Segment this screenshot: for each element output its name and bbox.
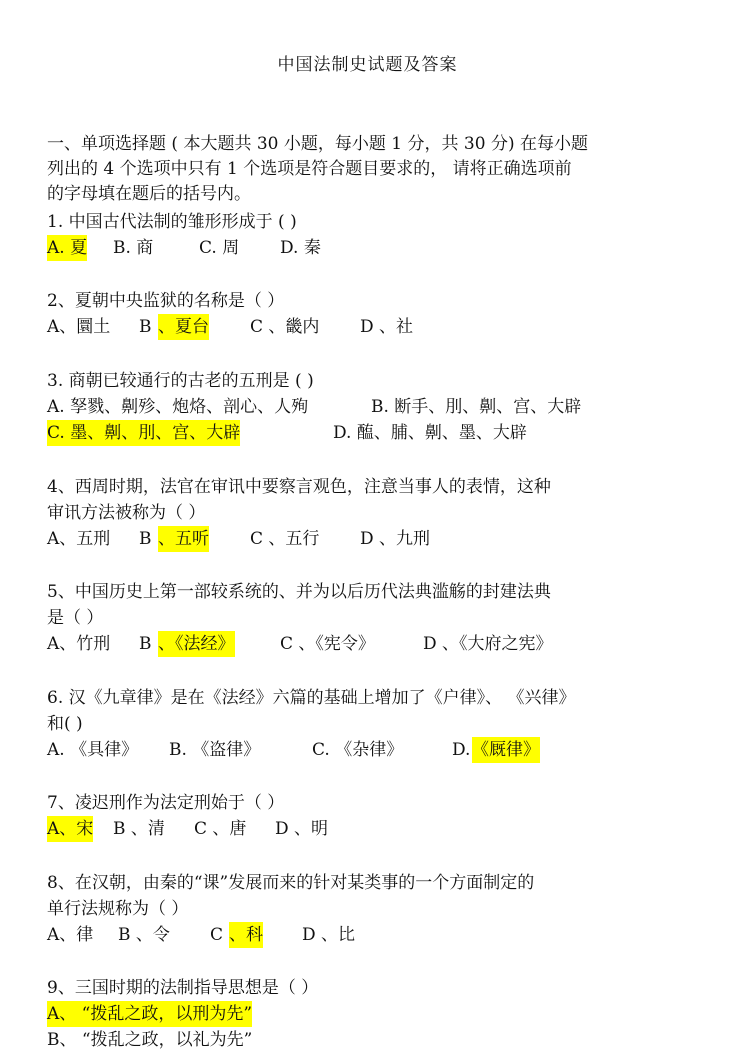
option-c: C 、畿内 xyxy=(250,317,320,337)
section-instructions xyxy=(47,132,662,207)
instruction-line: 列出的 4 个选项中只有 1 个选项是符合题目要求的， 请将正确选项前 xyxy=(47,159,572,179)
option-line xyxy=(47,1001,687,1027)
option-line xyxy=(47,737,687,763)
question-stem: 7、凌迟刑作为法定刑始于（ ） xyxy=(47,793,285,813)
question-stem: 9、三国时期的法制指导思想是（ ） xyxy=(47,978,319,998)
question-stem: 1. 中国古代法制的雏形形成于 ( ) xyxy=(47,212,297,232)
option-b: B. 商 xyxy=(113,238,154,258)
option-b: B 、清 xyxy=(113,819,165,839)
option-d: D 、社 xyxy=(360,317,414,337)
question-stem: 2、夏朝中央监狱的名称是（ ） xyxy=(47,291,285,311)
option-d: D. 醢、脯、劓、墨、大辟 xyxy=(333,423,527,443)
option-d-answer: 《厩律》 xyxy=(472,737,540,763)
question-9 xyxy=(47,975,687,1053)
question-4 xyxy=(47,474,687,552)
question-1 xyxy=(47,209,687,261)
option-c: C 、五行 xyxy=(250,529,320,549)
option-b-answer: 、《法经》 xyxy=(158,631,235,657)
question-stem: 8、在汉朝，由秦的“课”发展而来的针对某类事的一个方面制定的 xyxy=(47,873,535,893)
option-b: B、 “拨乱之政，以礼为先” xyxy=(47,1030,253,1050)
option-c: C 、唐 xyxy=(194,819,247,839)
question-5 xyxy=(47,579,687,657)
option-line xyxy=(47,631,687,657)
question-stem: 4、西周时期，法官在审讯中要察言观色，注意当事人的表情，这种 xyxy=(47,477,551,497)
question-stem: 单行法规称为（ ） xyxy=(47,899,189,919)
question-stem: 和( ) xyxy=(47,714,83,734)
option-line xyxy=(47,394,687,420)
option-a: A. 孥戮、劓殄、炮烙、剖心、人殉 xyxy=(47,397,309,417)
option-c-letter: C xyxy=(210,925,224,945)
option-a-answer: A、宋 xyxy=(47,816,93,842)
option-b-answer: 、五听 xyxy=(158,526,209,552)
option-c: C 、《宪令》 xyxy=(280,634,375,654)
option-b-answer: 、夏台 xyxy=(158,314,209,340)
option-line xyxy=(47,314,687,340)
option-line xyxy=(47,1027,687,1053)
question-stem: 是（ ） xyxy=(47,608,104,628)
question-stem: 3. 商朝已较通行的古老的五刑是 ( ) xyxy=(47,371,314,391)
option-line xyxy=(47,235,687,261)
question-stem: 5、中国历史上第一部较系统的、并为以后历代法典滥觞的封建法典 xyxy=(47,582,551,602)
option-d: D 、比 xyxy=(302,925,356,945)
option-c-answer: 、科 xyxy=(229,922,263,948)
option-c: C. 《杂律》 xyxy=(312,740,404,760)
document-title: 中国法制史试题及答案 xyxy=(277,55,458,75)
option-b-letter: B xyxy=(139,317,152,337)
question-stem: 审讯方法被称为（ ） xyxy=(47,503,206,523)
option-c-answer: C. 墨、劓、刖、宫、大辟 xyxy=(47,420,240,446)
option-b-letter: B xyxy=(139,634,152,654)
instruction-line: 一、单项选择题 ( 本大题共 30 小题，每小题 1 分，共 30 分) 在每小题 xyxy=(47,134,588,154)
option-line xyxy=(47,526,687,552)
option-a-answer: A、 “拨乱之政，以刑为先” xyxy=(47,1001,252,1027)
question-8 xyxy=(47,870,687,948)
option-b: B 、令 xyxy=(118,925,170,945)
option-d: D 、九刑 xyxy=(360,529,431,549)
question-7 xyxy=(47,790,687,842)
option-line xyxy=(47,922,687,948)
option-a: A、律 xyxy=(47,925,94,945)
option-a-answer: A. 夏 xyxy=(47,235,87,261)
option-line xyxy=(47,816,687,842)
option-a: A、圜土 xyxy=(47,317,111,337)
option-b: B. 断手、刖、劓、宫、大辟 xyxy=(371,397,582,417)
question-2 xyxy=(47,288,687,340)
option-c: C. 周 xyxy=(199,238,240,258)
option-d-letter: D. xyxy=(452,740,471,760)
option-b-letter: B xyxy=(139,529,152,549)
option-a: A、五刑 xyxy=(47,529,111,549)
option-a: A、竹刑 xyxy=(47,634,111,654)
question-6 xyxy=(47,685,687,763)
option-a: A. 《具律》 xyxy=(47,740,139,760)
option-d: D 、《大府之宪》 xyxy=(423,634,553,654)
option-d: D. 秦 xyxy=(280,238,321,258)
question-stem: 6. 汉《九章律》是在《法经》六篇的基础上增加了《户律》、 《兴律》 xyxy=(47,688,576,708)
option-b: B. 《盗律》 xyxy=(169,740,261,760)
instruction-line: 的字母填在题后的括号内。 xyxy=(47,184,251,204)
question-3 xyxy=(47,368,687,446)
option-line xyxy=(47,420,687,446)
option-d: D 、明 xyxy=(275,819,329,839)
